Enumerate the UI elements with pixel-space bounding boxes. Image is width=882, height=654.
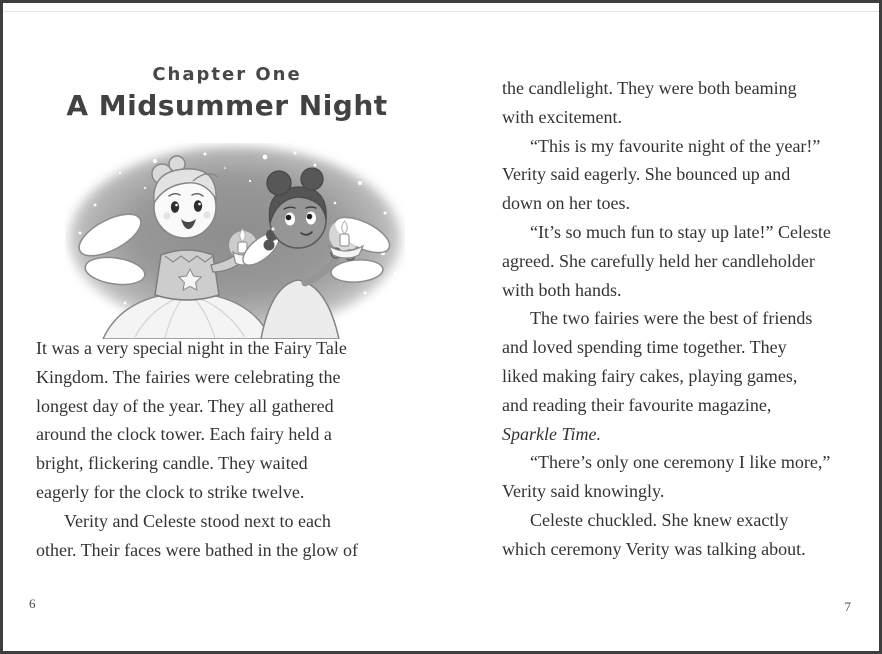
left-page-text bbox=[36, 334, 430, 564]
text-line: bright, flickering candle. They waited bbox=[36, 453, 308, 474]
text-line: It was a very special night in the Fairy Tale bbox=[36, 338, 347, 358]
text-line: The two fairies were the best of friends bbox=[530, 308, 813, 329]
text-line: Verity and Celeste stood next to each bbox=[64, 510, 331, 531]
text-line: “There’s only one ceremony I like more,” bbox=[530, 452, 831, 473]
text-line: liked making fairy cakes, playing games, bbox=[502, 365, 798, 386]
text-line: Verity said eagerly. She bounced up and bbox=[502, 164, 791, 185]
text-line: the candlelight. They were both beaming bbox=[502, 78, 797, 98]
text-line: which ceremony Verity was talking about. bbox=[502, 538, 806, 559]
text-line: Celeste chuckled. She knew exactly bbox=[530, 509, 789, 530]
text-line: down on her toes. bbox=[502, 193, 630, 214]
text-line: longest day of the year. They all gathered bbox=[36, 395, 334, 416]
text-line: with both hands. bbox=[502, 279, 622, 300]
text-line: around the clock tower. Each fairy held a bbox=[36, 424, 332, 445]
text-line: Sparkle Time. bbox=[502, 423, 601, 444]
text-line: other. Their faces were bathed in the glow of bbox=[36, 539, 359, 560]
text-line: agreed. She carefully held her candleholder bbox=[502, 250, 815, 271]
text-line: and loved spending time together. They bbox=[502, 337, 787, 358]
candle-icon bbox=[340, 234, 349, 246]
text-line: “This is my favourite night of the year!” bbox=[530, 135, 821, 156]
page-number-left: 6 bbox=[29, 596, 36, 611]
page-top-edge bbox=[3, 11, 879, 12]
fairies-illustration bbox=[65, 143, 405, 339]
text-line: Kingdom. The fairies were celebrating the bbox=[36, 366, 341, 387]
text-line: “It’s so much fun to stay up late!” Celeste bbox=[530, 221, 831, 242]
chapter-label: Chapter One bbox=[152, 64, 302, 85]
text-line: eagerly for the clock to strike twelve. bbox=[36, 481, 305, 502]
text-line: and reading their favourite magazine, bbox=[502, 394, 772, 415]
text-line: with excitement. bbox=[502, 106, 622, 127]
right-page-text bbox=[502, 74, 864, 564]
text-line: Verity said knowingly. bbox=[502, 481, 665, 502]
page-number-right: 7 bbox=[844, 599, 851, 614]
chapter-title: A Midsummer Night bbox=[66, 89, 388, 122]
